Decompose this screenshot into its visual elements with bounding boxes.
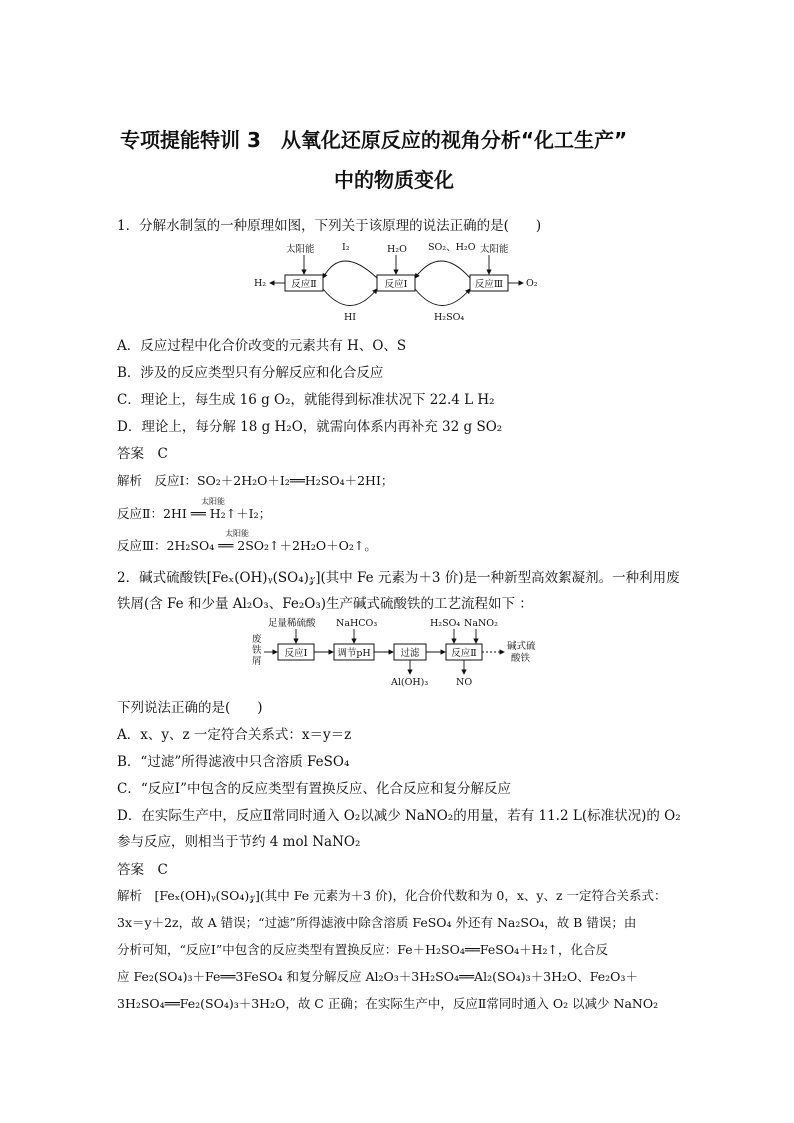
- q2-option-a: A．x、y、z 一定符合关系式：x＝y＝z: [117, 727, 352, 743]
- page-title-line2: 中的物质变化: [334, 168, 454, 192]
- q2-start-char1: 废: [252, 634, 262, 645]
- q2-prompt: 下列说法正确的是( ): [117, 700, 263, 716]
- q1-box-mid-label: 反应Ⅰ: [384, 279, 408, 290]
- q1-option-a: A．反应过程中化合价改变的元素共有 H、O、S: [117, 338, 407, 354]
- q1-stem: 1．分解水制氢的一种原理如图，下列关于该原理的说法正确的是( ): [117, 218, 542, 234]
- q1-so2-h2o: SO₂、H₂O: [428, 242, 476, 253]
- q2-box4-label: 反应Ⅱ: [451, 648, 477, 659]
- q1-analysis-1: 解析 反应Ⅰ：SO₂＋2H₂O＋I₂══H₂SO₄＋2HI；: [117, 473, 394, 488]
- q1-answer: 答案 C: [117, 446, 168, 462]
- q2-stem-line1: 2．碱式硫酸铁[Feₓ(OH)ᵧ(SO₄)𝓏](其中 Fe 元素为＋3 价)是一种新型高效絮凝剂。一种利用废: [117, 570, 680, 586]
- q1-hi: HI: [344, 312, 357, 323]
- q2-product-2: 酸铁: [511, 653, 531, 664]
- q2-in4b: NaNO₂: [464, 618, 498, 629]
- q1-analysis-2: 反应Ⅱ：2HI ══ H₂↑＋I₂；: [117, 506, 272, 521]
- q1-cond-label-2: 太阳能: [201, 497, 225, 506]
- q2-in4a: H₂SO₄: [430, 618, 461, 629]
- q2-product-1: 碱式硫: [507, 641, 536, 652]
- q2-analysis-5: 3H₂SO₄══Fe₂(SO₄)₃＋3H₂O，故 C 正确；在实际生产中，反应Ⅱ常同时通入 O₂ 以减少 NaNO₂: [117, 996, 659, 1011]
- q1-diagram: [250, 238, 550, 326]
- q2-start-char3: 屑: [252, 656, 262, 667]
- q1-out-o2: O₂: [526, 278, 538, 289]
- q1-out-h2: H₂: [254, 278, 267, 289]
- q2-in1: 足量稀硫酸: [268, 618, 316, 629]
- q1-sun-right: 太阳能: [480, 244, 509, 255]
- q1-option-b: B．涉及的反应类型只有分解反应和化合反应: [117, 365, 384, 381]
- q2-box2-label: 调节pH: [337, 648, 371, 659]
- q1-h2so4: H₂SO₄: [434, 312, 465, 323]
- q2-answer: 答案 C: [117, 862, 168, 878]
- q2-analysis-2: 3x＝y＋2z，故 A 错误；“过滤”所得滤液中除含溶质 FeSO₄ 外还有 Na₂SO₄，故 B 错误；由: [117, 915, 637, 930]
- q2-flow-diagram: [248, 616, 558, 688]
- q1-h2o: H₂O: [387, 244, 407, 255]
- q2-out4: NO: [456, 677, 473, 688]
- q1-i2: I₂: [342, 242, 350, 253]
- q2-stem-line2: 铁屑(含 Fe 和少量 Al₂O₃、Fe₂O₃)生产碱式硫酸铁的工艺流程如下 ：: [117, 596, 533, 612]
- q1-option-d: D．理论上，每分解 18 g H₂O，就需向体系内再补充 32 g SO₂: [117, 419, 503, 435]
- q1-option-c: C．理论上，每生成 16 g O₂，就能得到标准状况下 22.4 L H₂: [117, 392, 495, 408]
- q2-option-d-line1: D．在实际生产中，反应Ⅱ常同时通入 O₂以减少 NaNO₂的用量，若有 11.2 L(标准状况)的 O₂: [117, 808, 681, 824]
- q2-out3: Al(OH)₃: [391, 677, 429, 688]
- page-title-line1: 专项提能特训 3 从氧化还原反应的视角分析“化工生产”: [120, 128, 628, 152]
- q2-analysis-3: 分析可知，“反应Ⅰ”中包含的反应类型有置换反应：Fe＋H₂SO₄══FeSO₄＋H₂↑，化合反: [117, 942, 608, 957]
- q2-option-b: B．“过滤”所得滤液中只含溶质 FeSO₄: [117, 754, 350, 770]
- q2-option-d-line2: 参与反应，则相当于节约 4 mol NaNO₂: [117, 834, 361, 850]
- q1-cond-label-3: 太阳能: [225, 529, 249, 538]
- q2-option-c: C．“反应Ⅰ”中包含的反应类型有置换反应、化合反应和复分解反应: [117, 781, 511, 797]
- q2-box3-label: 过滤: [400, 648, 420, 659]
- q2-analysis-4: 应 Fe₂(SO₄)₃＋Fe══3FeSO₄ 和复分解反应 Al₂O₃＋3H₂SO₄══Al₂(SO₄)₃＋3H₂O、Fe₂O₃＋: [117, 969, 638, 984]
- q2-in2: NaHCO₃: [336, 618, 378, 629]
- q2-start-char2: 铁: [252, 645, 262, 656]
- q2-analysis-1: 解析 [Feₓ(OH)ᵧ(SO₄)𝓏](其中 Fe 元素为＋3 价)，化合价代数和为 0，x、y、z 一定符合关系式：: [117, 888, 667, 903]
- q1-box-left-label: 反应Ⅱ: [291, 279, 317, 290]
- q2-box1-label: 反应Ⅰ: [284, 648, 308, 659]
- q1-analysis-3: 反应Ⅲ：2H₂SO₄ ══ 2SO₂↑＋2H₂O＋O₂↑。: [117, 538, 377, 553]
- q1-box-right-label: 反应Ⅲ: [474, 279, 504, 290]
- q1-sun-left: 太阳能: [286, 244, 315, 255]
